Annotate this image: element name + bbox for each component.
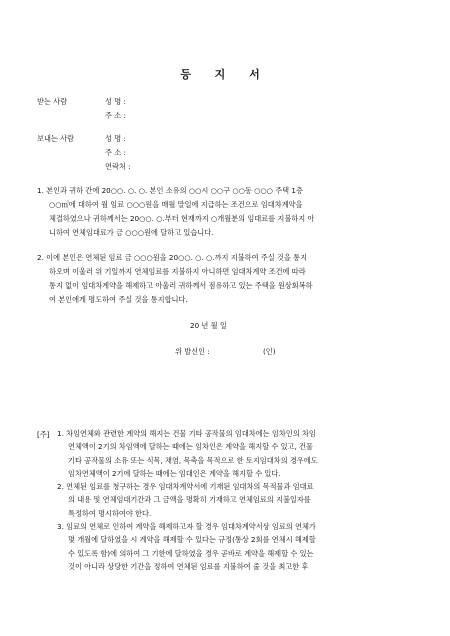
body-line: 니하여 연체임대료가 금 ○○○원에 달하고 있습니다.: [49, 228, 214, 237]
recipient-address-label: 주 소 :: [105, 111, 126, 120]
sender-label: 보내는 사람: [37, 134, 75, 143]
note-line: 3. 임료의 연체로 인하여 계약을 해제하고자 할 경우 임대차계약서상 임료의 연체가: [57, 522, 316, 531]
note-item-1: [57, 427, 318, 481]
recipient-name-label: 성 명 :: [105, 97, 126, 106]
note-item-2: [57, 480, 314, 520]
note-line: 의 내용 및 연체임대기간과 그 금액을 명확히 기재하고 연체임료의 지불일자를: [68, 495, 311, 505]
note-line: 수 있도록 함)에 의하여 그 기한에 달하였을 경우 곧바로 계약을 해제할 수 있는: [68, 548, 314, 558]
body-line: 통지 없이 임대차계약을 해제하고 아울러 귀하께서 점유하고 있는 주택을 원상회복하: [49, 281, 313, 290]
body-line: 여 본인에게 명도하여 주실 것을 통지합니다.: [49, 295, 188, 304]
notes-prefix: [주]: [37, 430, 50, 439]
recipient-label: 받는 사람: [37, 97, 68, 106]
body-line: 하오며 이울러 위 기일까지 연체임료를 지불하지 아니하면 임대차계약 조건에 따라: [49, 267, 306, 276]
body-line: 1. 본인과 귀하 간에 20○○. ○. ○. 본인 소유의 ○○시 ○○구 ○○동 ○○○ 주택 1층: [37, 186, 303, 195]
note-item-3: [57, 520, 316, 574]
body-line: ○○㎡에 대하여 월 임료 ○○○원을 매월 말일에 지급하는 조건으로 임대차계약을: [49, 200, 303, 209]
body-line: 체결하였으나 귀하께서는 20○○. ○.부터 현재까지 ○개월분의 임대료를 지불하지 아: [49, 214, 315, 223]
body-paragraph-2: [37, 251, 313, 307]
note-line: 임차연체액이 2기에 달하는 때에는 임대인은 계약을 해지할 수 있다.: [68, 469, 281, 479]
date-line: 20 년 월 일: [190, 321, 227, 330]
signature-label: 위 발신인 :: [175, 347, 210, 356]
note-line: 연체액이 2기의 차임액에 달하는 때에는 임차인은 계약을 해지할 수 있고, 건물: [68, 442, 313, 452]
note-line: 몇 개월에 달하였을 시 계약을 해제할 수 있다는 규정(통상 2회를 연체시 해제할: [68, 535, 316, 545]
sender-phone-label: 연락처 :: [105, 162, 131, 171]
note-line: 기타 공작물의 소유 또는 식목, 채염, 목축을 목적으로 한 토지임대차의 경우에도: [68, 455, 318, 465]
seal-mark: (인): [263, 347, 276, 356]
note-line: 것이 아니라 상당한 기간을 정하여 연체된 임료를 지불하여 줄 것을 최고한 후: [68, 562, 309, 572]
sender-name-label: 성 명 :: [105, 134, 126, 143]
body-line: 2. 이에 본인은 연체된 임료 금 ○○○원을 20○○. ○. ○.까지 지불하여 주실 것을 통지: [37, 253, 308, 262]
sender-address-label: 주 소 :: [105, 148, 126, 157]
body-paragraph-1: [37, 184, 314, 240]
note-line: 특정하여 명시하여야 한다.: [68, 508, 152, 518]
note-line: 1. 차임연체와 관련한 계약의 해지는 건물 기타 공작물의 임대차에는 임차인의 차임: [57, 429, 316, 438]
document-title: 등 지 서: [180, 68, 270, 81]
note-line: 2. 연체된 임료를 청구하는 경우 임대차계약서에 기재된 임대차의 목적물과 임대료: [57, 482, 314, 491]
